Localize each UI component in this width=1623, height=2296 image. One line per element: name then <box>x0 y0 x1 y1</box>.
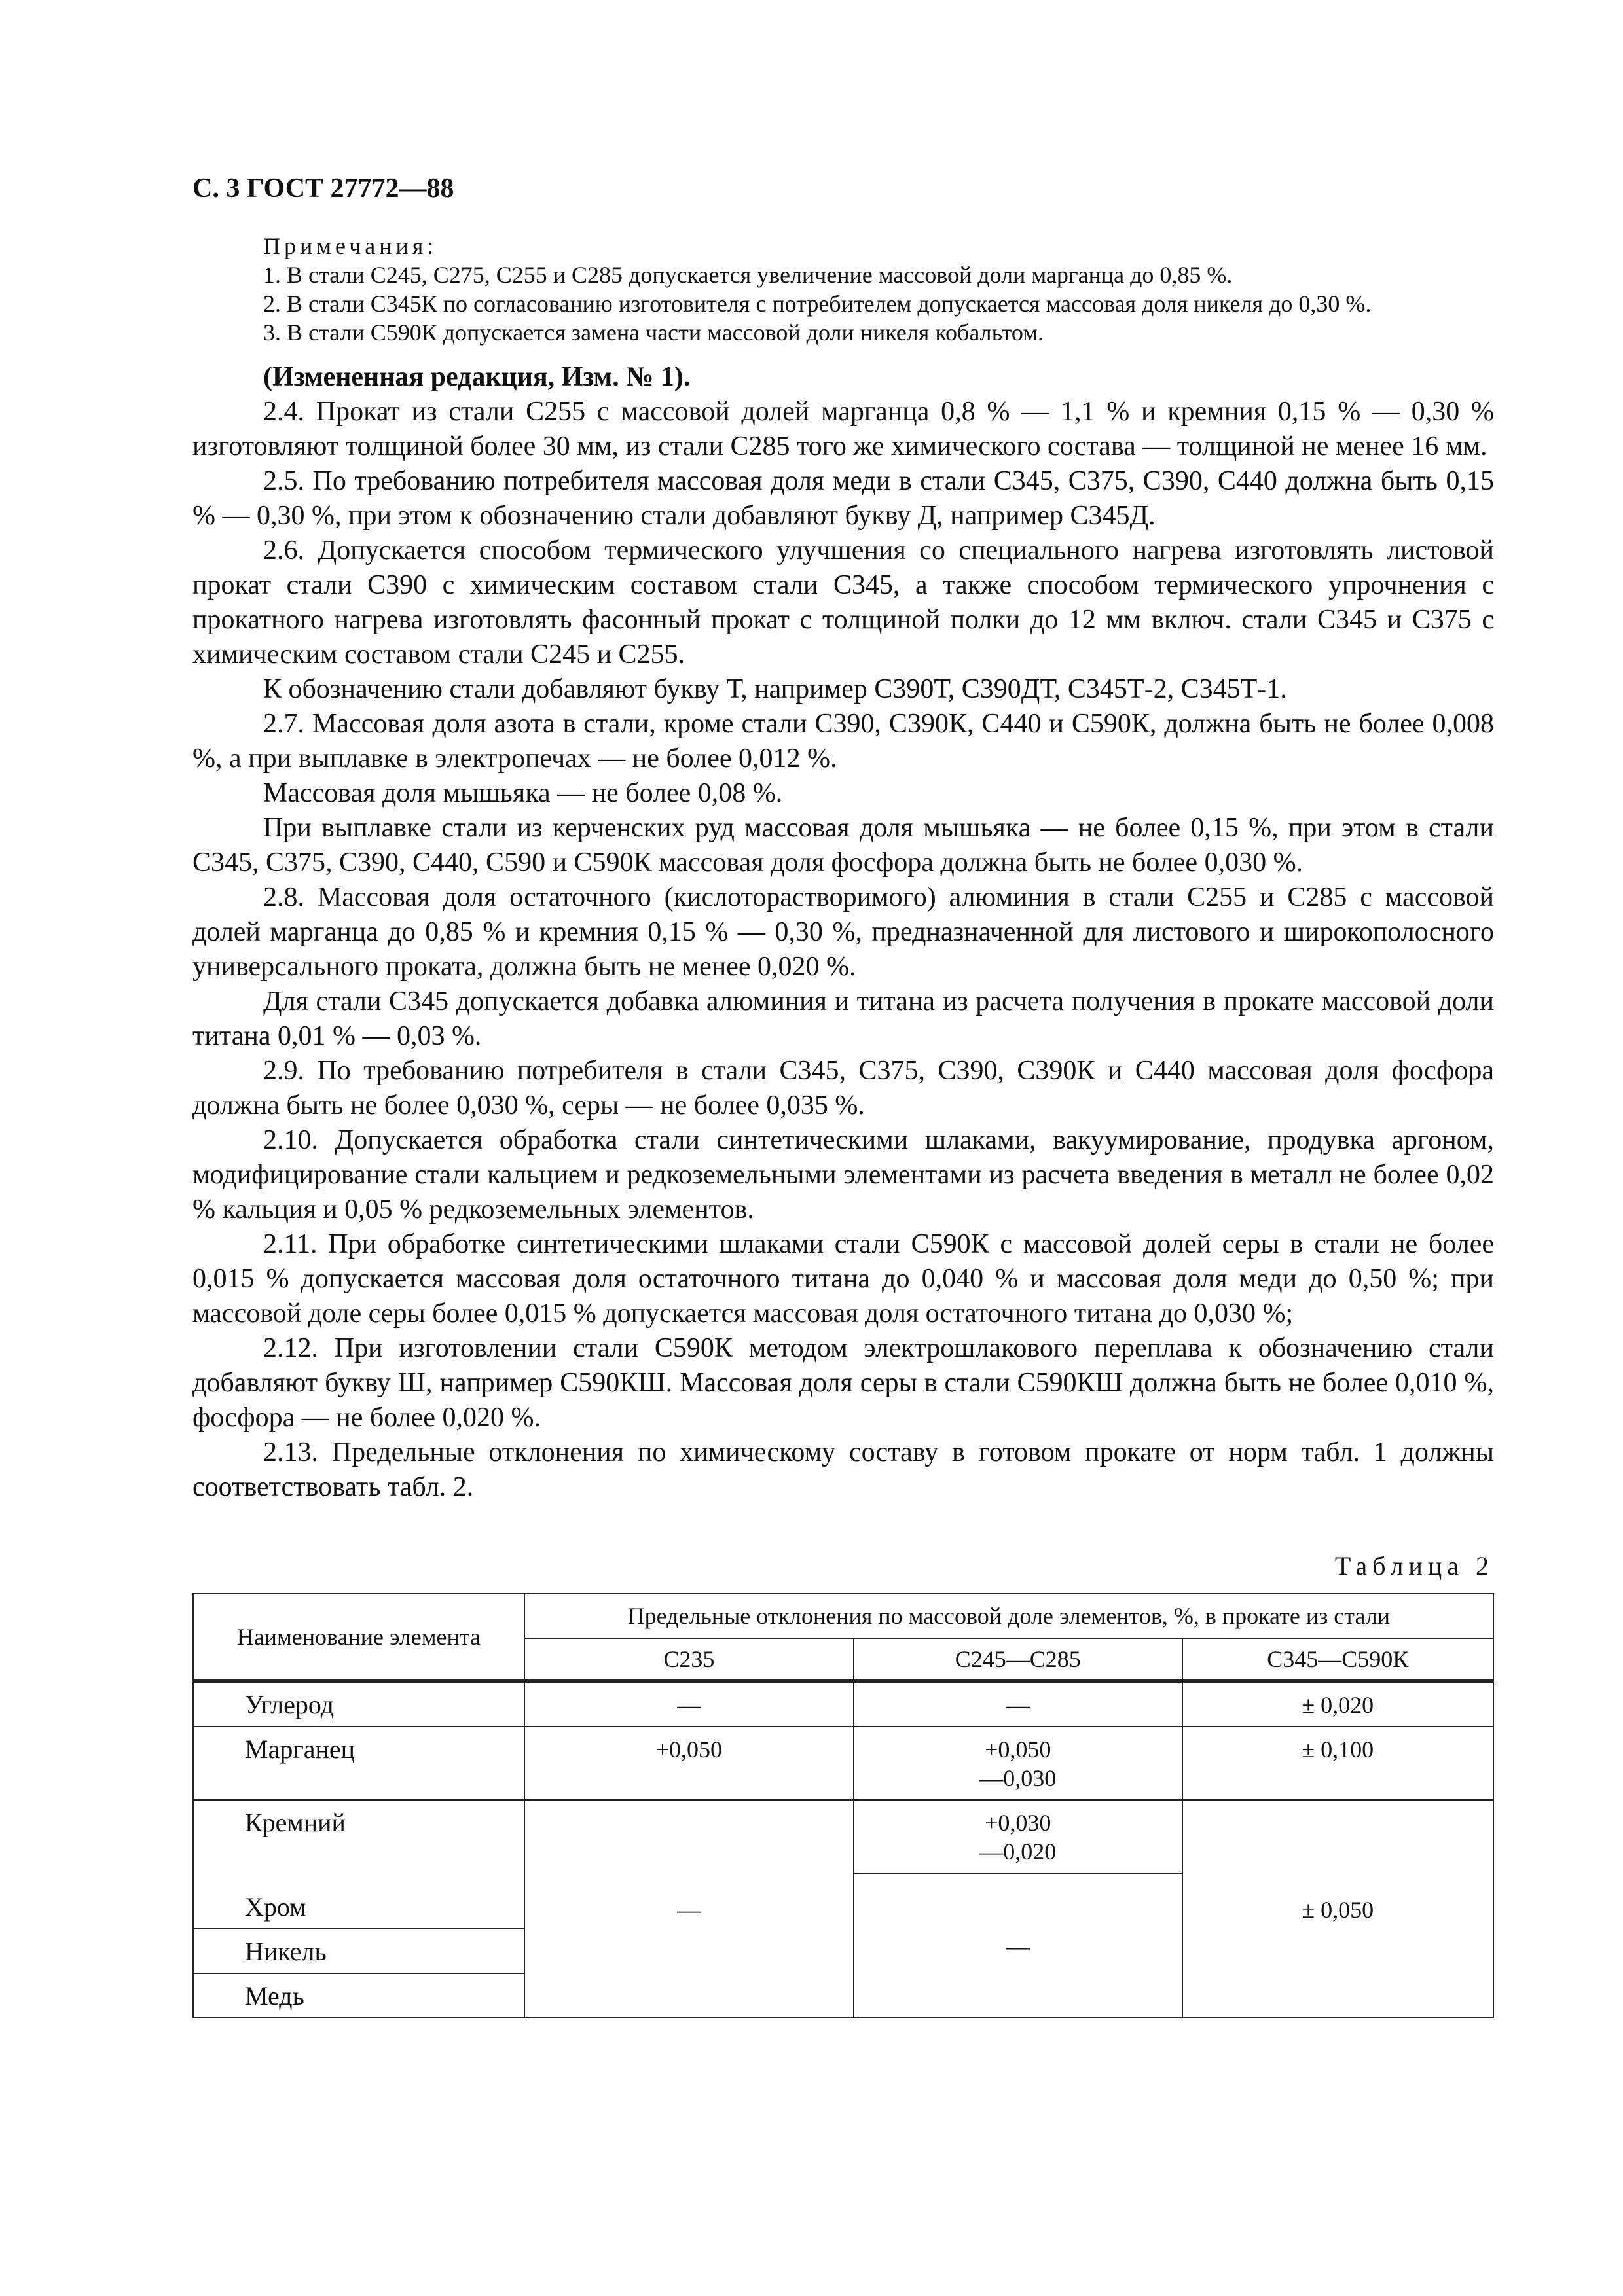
note-item: 1. В стали С245, С275, С255 и С285 допускается увеличение массовой доли марганца до 0,85 %. <box>263 262 1233 288</box>
cell-lower-value: —0,020 <box>979 1839 1057 1865</box>
table-cell: — <box>854 1681 1182 1727</box>
table-cell <box>854 1800 1182 1873</box>
table-row <box>193 1727 1493 1800</box>
table-row <box>193 1681 1493 1727</box>
table-cell: — <box>524 1681 854 1727</box>
paragraph-2-5: 2.5. По требованию потребителя массовая доля меди в стали С345, С375, С390, С440 должна быть 0,15 % — 0,30 %, при этом к обозначению стали добавляют букву Д, например С345Д. <box>192 466 1494 531</box>
note-item: 3. В стали С590К допускается замена части массовой доли никеля кобальтом. <box>263 319 1044 346</box>
row-label: Медь <box>193 1973 524 2018</box>
row-label: Марганец <box>193 1727 524 1800</box>
paragraph-2-8: 2.8. Массовая доля остаточного (кислоторастворимого) алюминия в стали С255 и С285 с массовой долей марганца до 0,85 % и кремния 0,15 % — 0,30 %, предназначенной для листового и широкополосного универсального проката, должна быть не менее 0,020 %. <box>192 882 1494 982</box>
page-header: С. 3 ГОСТ 27772—88 <box>192 173 454 204</box>
table-cell-merged: ± 0,050 <box>1182 1800 1494 2018</box>
row-label: Кремний <box>193 1800 524 1873</box>
table-cell-merged: — <box>854 1873 1182 2018</box>
table-cell: ± 0,020 <box>1182 1681 1494 1727</box>
table-cell: ± 0,100 <box>1182 1727 1494 1800</box>
paragraph-2-11: 2.11. При обработке синтетическими шлаками стали С590К с массовой долей серы в стали не более 0,015 % допускается массовая доля остаточного титана до 0,040 % и массовая доля меди до 0,50 %; при массовой доле серы более 0,015 % допускается массовая доля остаточного титана до 0,030 %; <box>192 1229 1494 1329</box>
table-row <box>193 1800 1493 1873</box>
table-caption: Таблица 2 <box>1334 1551 1494 1581</box>
paragraph-2-12: 2.12. При изготовлении стали С590К методом электрошлакового переплава к обозначению стали добавляют букву Ш, например С590КШ. Массовая доля серы в стали С590КШ должна быть не более 0,010 %, фосфора — не более 0,020 %. <box>192 1333 1494 1433</box>
cell-upper-value: +0,050 <box>985 1736 1051 1763</box>
cell-upper-value: +0,030 <box>985 1810 1051 1836</box>
notes-title: Примечания: <box>263 233 438 259</box>
notes-block <box>192 232 1494 347</box>
paragraph-2-7: 2.7. Массовая доля азота в стали, кроме стали С390, С390К, С440 и С590К, должна быть не более 0,008 %, а при выплавке в электропечах — не более 0,012 %. <box>192 709 1494 774</box>
paragraph-2-6-cont: К обозначению стали добавляют букву Т, например С390Т, С390ДТ, С345Т-2, С345Т-1. <box>263 674 1287 704</box>
column-header-element: Наименование элемента <box>193 1594 524 1681</box>
table-cell: +0,050 <box>524 1727 854 1800</box>
row-label: Углерод <box>193 1681 524 1727</box>
paragraph-2-7-arsenic: Массовая доля мышьяка — не более 0,08 %. <box>263 778 783 808</box>
body-text <box>192 360 1494 1505</box>
paragraph-2-4: 2.4. Прокат из стали С255 с массовой долей марганца 0,8 % — 1,1 % и кремния 0,15 % — 0,30 % изготовляют толщиной более 30 мм, из стали С285 того же химического состава — толщиной не менее 16 мм. <box>192 397 1494 461</box>
paragraph-2-10: 2.10. Допускается обработка стали синтетическими шлаками, вакуумирование, продувка аргоном, модифицирование стали кальцием и редкоземельными элементами из расчета введения в металл не более 0,02 % кальция и 0,05 % редкоземельных элементов. <box>192 1125 1494 1225</box>
paragraph-2-13: 2.13. Предельные отклонения по химическому составу в готовом прокате от норм табл. 1 должны соответствовать табл. 2. <box>192 1437 1494 1502</box>
table-cell-merged: — <box>524 1800 854 2018</box>
document-page <box>192 171 1494 2018</box>
paragraph-2-7-kerch: При выплавке стали из керченских руд массовая доля мышьяка — не более 0,15 %, при этом в стали С345, С375, С390, С440, С590 и С590К массовая доля фосфора должна быть не более 0,030 %. <box>192 813 1494 878</box>
deviation-table <box>192 1593 1494 2018</box>
paragraph-2-8-cont: Для стали С345 допускается добавка алюминия и титана из расчета получения в прокате массовой доли титана 0,01 % — 0,03 %. <box>192 986 1494 1051</box>
paragraph-2-9: 2.9. По требованию потребителя в стали С345, С375, С390, С390К и С440 массовая доля фосфора должна быть не более 0,030 %, серы — не более 0,035 %. <box>192 1056 1494 1121</box>
row-label: Никель <box>193 1929 524 1973</box>
column-header-c235: С235 <box>524 1638 854 1681</box>
column-header-c345-c590k: С345—С590К <box>1182 1638 1494 1681</box>
amendment-note: (Измененная редакция, Изм. № 1). <box>263 362 691 392</box>
cell-lower-value: —0,030 <box>979 1765 1057 1791</box>
paragraph-2-6: 2.6. Допускается способом термического улучшения со специального нагрева изготовлять листовой прокат стали С390 с химическим составом стали С345, а также способом термического упрочнения с прокатного нагрева изготовлять фасонный прокат с толщиной полки до 12 мм включ. стали С345 и С375 с химическим составом стали С245 и С255. <box>192 535 1494 670</box>
note-item: 2. В стали С345К по согласованию изготовителя с потребителем допускается массовая доля никеля до 0,30 %. <box>263 291 1372 317</box>
table-cell <box>854 1727 1182 1800</box>
row-label: Хром <box>193 1873 524 1929</box>
column-header-c245-c285: С245—С285 <box>854 1638 1182 1681</box>
column-group-header: Предельные отклонения по массовой доле элементов, %, в прокате из стали <box>524 1594 1493 1638</box>
